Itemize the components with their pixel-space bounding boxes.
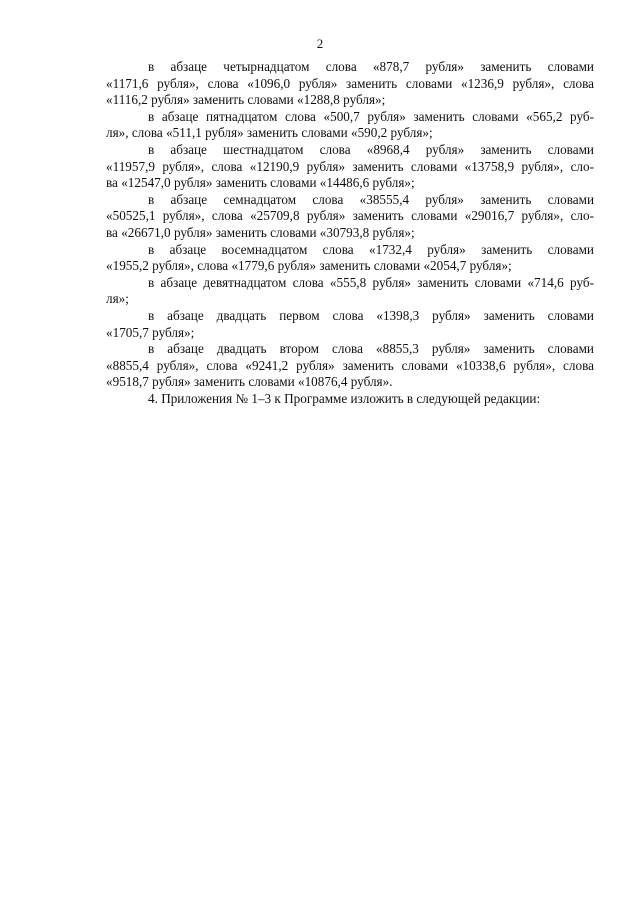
- text-line: в абзаце девятнадцатом слова «555,8 рубля» заменить словами «714,6 руб-: [148, 274, 594, 290]
- text-line: «9518,7 рубля» заменить словами «10876,4 рубля».: [106, 374, 393, 390]
- paragraph-item-4: [106, 391, 594, 408]
- text-line: ля», слова «511,1 рубля» заменить словами «590,2 рубля»;: [106, 125, 433, 141]
- text-line: 4. Приложения № 1–3 к Программе изложить в следующей редакции:: [148, 390, 541, 406]
- text-line: «1955,2 рубля», слова «1779,6 рубля» заменить словами «2054,7 рубля»;: [106, 258, 512, 274]
- paragraph-15: [106, 109, 594, 142]
- text-line: в абзаце двадцать втором слова «8855,3 рубля» заменить словами: [148, 341, 594, 357]
- text-line: в абзаце семнадцатом слова «38555,4 рубля» заменить словами: [148, 191, 594, 207]
- paragraph-16: [106, 142, 594, 192]
- paragraph-21: [106, 308, 594, 341]
- paragraph-18: [106, 242, 594, 275]
- text-line: в абзаце пятнадцатом слова «500,7 рубля» заменить словами «565,2 руб-: [148, 108, 594, 124]
- text-line: ля»;: [106, 291, 129, 307]
- text-line: в абзаце четырнадцатом слова «878,7 рубля» заменить словами: [148, 59, 594, 74]
- text-line: «8855,4 рубля», слова «9241,2 рубля» заменить словами «10338,6 рубля», слова: [106, 357, 594, 373]
- paragraph-19: [106, 275, 594, 308]
- text-line: «1171,6 рубля», слова «1096,0 рубля» заменить словами «1236,9 рубля», слова: [106, 75, 594, 91]
- paragraph-17: [106, 192, 594, 242]
- document-body: [106, 59, 594, 407]
- text-line: «11957,9 рубля», слова «12190,9 рубля» заменить словами «13758,9 рубля», сло-: [106, 158, 594, 174]
- paragraph-22: [106, 341, 594, 391]
- paragraph-14: [106, 59, 594, 109]
- text-line: в абзаце восемнадцатом слова «1732,4 рубля» заменить словами: [148, 241, 594, 257]
- text-line: ва «12547,0 рубля» заменить словами «14486,6 рубля»;: [106, 175, 415, 191]
- text-line: в абзаце двадцать первом слова «1398,3 рубля» заменить словами: [148, 307, 594, 323]
- text-line: в абзаце шестнадцатом слова «8968,4 рубля» заменить словами: [148, 141, 594, 157]
- text-line: «1116,2 рубля» заменить словами «1288,8 рубля»;: [106, 92, 386, 108]
- text-line: «1705,7 рубля»;: [106, 324, 195, 340]
- text-line: «50525,1 рубля», слова «25709,8 рубля» заменить словами «29016,7 рубля», сло-: [106, 208, 594, 224]
- page-number: 2: [316, 36, 324, 51]
- text-line: ва «26671,0 рубля» заменить словами «30793,8 рубля»;: [106, 224, 415, 240]
